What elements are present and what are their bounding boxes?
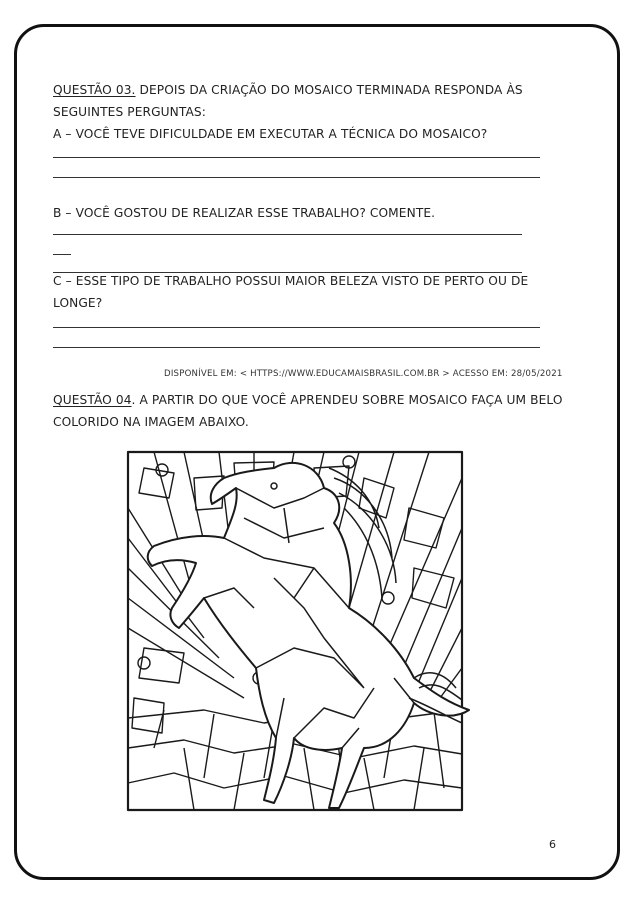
q3-item-a: A – VOCÊ TEVE DIFICULDADE EM EXECUTAR A TÉCNICA DO MOSAICO? (53, 127, 488, 141)
answer-line-c2[interactable] (53, 347, 540, 348)
answer-line-b2[interactable] (53, 254, 71, 255)
source-citation: DISPONÍVEL EM: < HTTPS://WWW.EDUCAMAISBRASIL.COM.BR > ACESSO EM: 28/05/2021 (164, 369, 563, 379)
q4-title-line1 (53, 392, 563, 408)
answer-line-a1[interactable] (53, 157, 540, 158)
q4-title-line2: COLORIDO NA IMAGEM ABAIXO. (53, 415, 249, 429)
q3-item-c-line2: LONGE? (53, 296, 103, 310)
q3-title-line1 (53, 82, 523, 98)
answer-line-b1[interactable] (53, 234, 522, 235)
q4-label: QUESTÃO 04 (53, 393, 132, 407)
q3-item-c-letter: C (53, 274, 62, 288)
q3-label: QUESTÃO 03. (53, 83, 136, 97)
q3-item-c-text: – ESSE TIPO DE TRABALHO POSSUI MAIOR BELEZA VISTO DE PERTO OU DE (61, 274, 529, 288)
q3-item-c (53, 273, 528, 289)
page-number: 6 (549, 838, 556, 851)
mosaic-horse-image[interactable] (124, 448, 476, 814)
q3-title-rest: DEPOIS DA CRIAÇÃO DO MOSAICO TERMINADA RESPONDA ÀS (135, 83, 523, 97)
answer-line-c1[interactable] (53, 327, 540, 328)
q4-title-rest: . A PARTIR DO QUE VOCÊ APRENDEU SOBRE MOSAICO FAÇA UM BELO (131, 393, 563, 407)
answer-line-a2[interactable] (53, 177, 540, 178)
q3-title-line2: SEGUINTES PERGUNTAS: (53, 105, 206, 119)
q3-item-b: B – VOCÊ GOSTOU DE REALIZAR ESSE TRABALHO? COMENTE. (53, 206, 436, 220)
